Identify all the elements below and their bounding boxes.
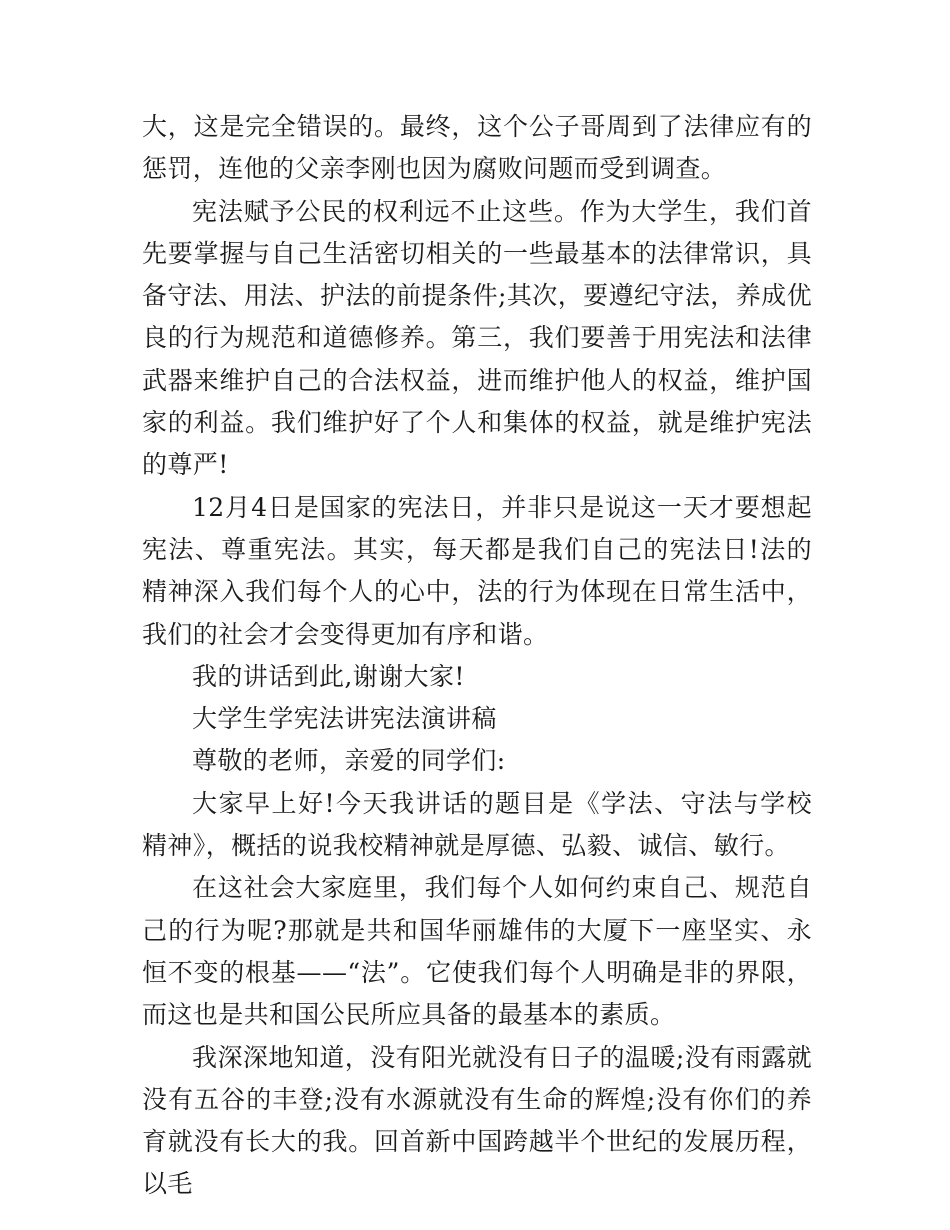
paragraph-reflection: 我深深地知道，没有阳光就没有日子的温暖;没有雨露就没有五谷的丰登;没有水源就没有生命的辉煌;没有你们的养育就没有长大的我。回首新中国跨越半个世纪的发展历程，以毛 <box>142 1042 812 1199</box>
paragraph-greeting-topic: 大家早上好!今天我讲话的题目是《学法、守法与学校精神》，概括的说我校精神就是厚德、弘毅、诚信、敏行。 <box>142 788 812 861</box>
paragraph-citizen-rights: 宪法赋予公民的权利远不止这些。作为大学生，我们首先要掌握与自己生活密切相关的一些最基本的法律常识，具备守法、用法、护法的前提条件;其次，要遵纪守法，养成优良的行为规范和道德修养。第三，我们要善于用宪法和法律武器来维护自己的合法权益，进而维护他人的权益，维护国家的利益。我们维护好了个人和集体的权益，就是维护宪法的尊严! <box>142 196 812 480</box>
document-body <box>142 106 812 1206</box>
paragraph-closing-thanks: 我的讲话到此,谢谢大家! <box>192 661 465 691</box>
paragraph-constitution-day: 12月4日是国家的宪法日，并非只是说这一天才要想起宪法、尊重宪法。其实，每天都是我们自己的宪法日!法的精神深入我们每个人的心中，法的行为体现在日常生活中，我们的社会才会变得更加有序和谐。 <box>142 492 812 649</box>
paragraph-law-foundation: 在这社会大家庭里，我们每个人如何约束自己、规范自己的行为呢?那就是共和国华丽雄伟的大厦下一座坚实、永恒不变的根基——“法”。它使我们每个人明确是非的界限，而这也是共和国公民所应具备的最基本的素质。 <box>142 873 812 1030</box>
speech-salutation: 尊敬的老师，亲爱的同学们: <box>192 746 506 776</box>
paragraph-continuation: 大，这是完全错误的。最终，这个公子哥周到了法律应有的惩罚，连他的父亲李刚也因为腐败问题而受到调查。 <box>142 112 812 184</box>
speech-title: 大学生学宪法讲宪法演讲稿 <box>192 704 497 734</box>
